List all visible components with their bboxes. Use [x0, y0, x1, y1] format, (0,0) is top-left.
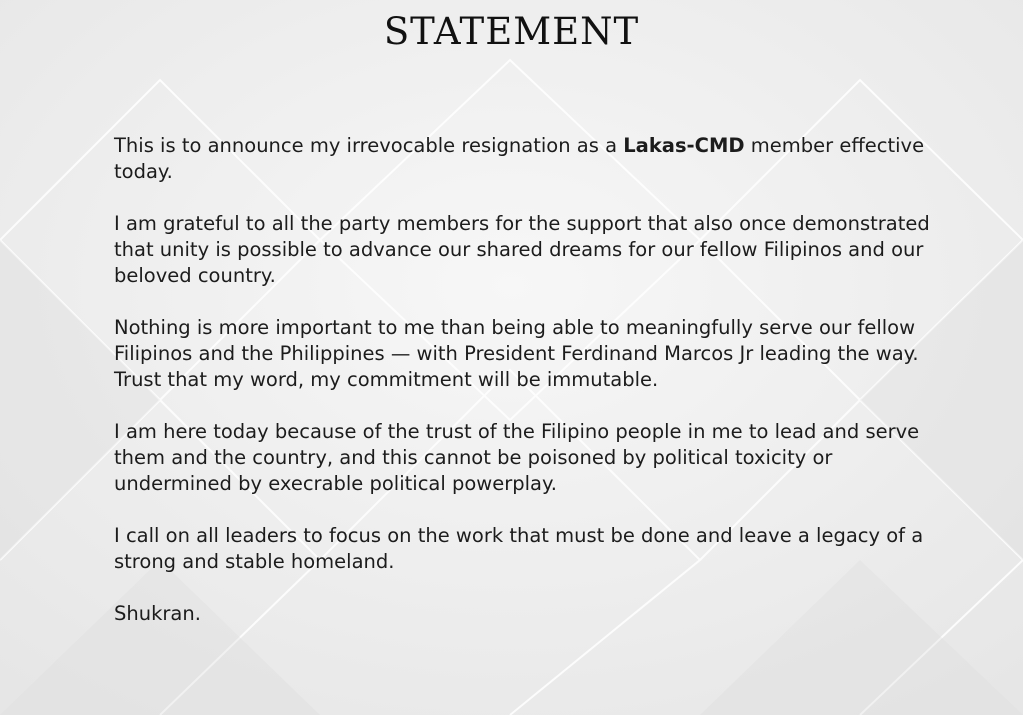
paragraph-gratitude: I am grateful to all the party members for the support that also once demonstrated that unity is possible to advance our shared dreams for our fellow Filipinos and our beloved country.: [114, 212, 930, 287]
paragraph-resignation: [114, 133, 934, 185]
paragraph-resignation-start: This is to announce my irrevocable resignation as a: [114, 134, 624, 157]
paragraph-service: Nothing is more important to me than being able to meaningfully serve our fellow Filipinos and the Philippines — with President Ferdinand Marcos Jr leading the way. Trust that my word, my commitment will be immutable.: [114, 316, 919, 391]
statement-body: [114, 133, 934, 653]
document-title: STATEMENT: [383, 10, 640, 53]
paragraph-trust: I am here today because of the trust of the Filipino people in me to lead and serve them and the country, and this cannot be poisoned by political toxicity or undermined by execrable political powerplay.: [114, 420, 920, 495]
closing: Shukran.: [114, 602, 201, 625]
paragraph-call-to-leaders: I call on all leaders to focus on the work that must be done and leave a legacy of a strong and stable homeland.: [114, 524, 924, 573]
party-name: Lakas-CMD: [623, 134, 745, 157]
paragraph-resignation-end: member effective today.: [114, 134, 925, 183]
